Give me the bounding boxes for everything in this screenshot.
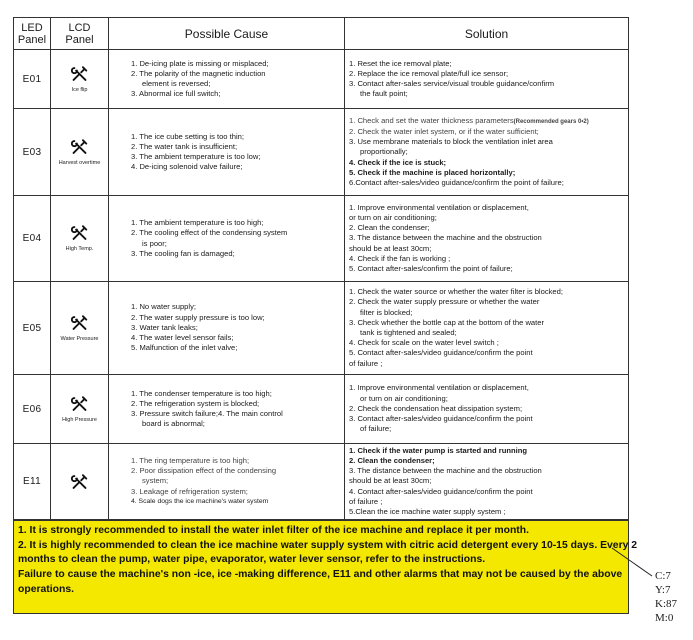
solution-item: or turn on air conditioning; — [360, 393, 448, 403]
solution-item: 4. Check if the ice is stuck; — [349, 157, 447, 167]
cmyk-c: C:7 — [655, 570, 671, 582]
solution-item: 3. The distance between the machine and the obstruction — [349, 466, 542, 476]
cause-item: 2. The polarity of the magnetic induction — [131, 68, 266, 78]
cause-item: 1. No water supply; — [131, 302, 196, 312]
cause-item: element is reversed; — [142, 79, 211, 88]
cmyk-m: M:0 — [655, 612, 674, 624]
note-line: 2. It is highly recommended to clean the ice machine water supply system with citric acid detergent every 10-15 days. Every 2 — [18, 539, 638, 551]
cmyk-k: K:87 — [655, 598, 677, 610]
solution-item: 4. Contact after-sales/video guidance/confirm the point — [349, 486, 533, 496]
solution-gear-note: (Recommended gears 0•2) — [513, 118, 589, 125]
solution-item: 5.Clean the ice machine water supply system ; — [349, 507, 506, 516]
cause-item: is poor; — [142, 238, 167, 248]
header-lcd-line2: Panel — [65, 33, 94, 46]
note-line: 1. It is strongly recommended to install the water inlet filter of the ice machine and replace it per month. — [18, 525, 529, 536]
cause-item: 3. The ambient temperature is too low; — [131, 152, 261, 161]
lcd-label: High Temp. — [65, 246, 94, 252]
cause-item: 2. The water supply pressure is too low; — [131, 312, 265, 322]
cause-item: 1. The ambient temperature is too high; — [131, 218, 264, 228]
cmyk-color-spec — [655, 569, 677, 625]
solution-item: 5. Check if the machine is placed horizontally; — [349, 167, 516, 177]
cause-item: 4. The water level sensor fails; — [131, 333, 234, 343]
solution-item: 1. Check the water source or whether the water filter is blocked; — [349, 287, 563, 297]
error-code: E06 — [14, 375, 51, 443]
cause-item: 3. Abnormal ice full switch; — [131, 89, 221, 99]
solution-item: 2. Replace the ice removal plate/full ice sensor; — [349, 68, 509, 78]
solution-item: 6.Contact after-sales/video guidance/confirm the point of failure; — [349, 178, 564, 187]
solution-item: of failure; — [360, 424, 392, 434]
error-code: E11 — [14, 444, 51, 519]
solution-item: 4. Check if the fan is working ; — [349, 253, 451, 263]
note-line: Failure to cause the machine's non -ice, ice -making difference, E11 and other alarms that may not be caused by the above — [18, 569, 623, 581]
solution-item: or turn on air conditioning; — [349, 212, 437, 222]
solution-item: filter is blocked; — [360, 307, 413, 317]
solution-item: 3. Contact after-sales service/visual trouble guidance/confirm — [349, 79, 555, 88]
solution-item: should be at least 30cm; — [349, 243, 432, 253]
header-possible-cause: Possible Cause — [109, 18, 345, 49]
cause-item: 4. De-icing solenoid valve failure; — [131, 162, 243, 172]
error-code: E01 — [14, 50, 51, 108]
lcd-label: Ice flip — [71, 86, 88, 93]
solution-item: tank is tightened and sealed; — [360, 328, 457, 337]
solution-item: should be at least 30cm; — [349, 476, 432, 486]
cause-item: 3. Leakage of refrigeration system; — [131, 486, 248, 496]
solution-item: 1. Check if the water pump is started and running — [349, 445, 528, 455]
solution-item: proportionally; — [360, 147, 408, 157]
cause-item: 2. The refrigeration system is blocked; — [131, 398, 260, 408]
header-solution: Solution — [464, 26, 509, 41]
cause-item: 2. Poor dissipation effect of the condensing — [131, 466, 277, 476]
cause-item: 3. The cooling fan is damaged; — [131, 248, 235, 258]
lcd-label: Water Pressure — [60, 335, 99, 342]
cause-item: system; — [142, 476, 169, 486]
solution-item: 2. Check the water inlet system, or if the water sufficient; — [349, 126, 539, 136]
solution-item: of failure ; — [349, 496, 383, 506]
lcd-label: Harvest overtime — [58, 159, 101, 166]
header-led-line2: Panel — [17, 33, 47, 46]
solution-item: 3. Use membrane materials to block the ventilation inlet area — [349, 137, 553, 147]
solution-item: 3. Contact after-sales/video guidance/confirm the point — [349, 414, 533, 424]
cause-item: 1. The ice cube setting is too thin; — [131, 131, 244, 141]
solution-item: 2. Clean the condenser; — [349, 455, 435, 465]
solution-item: 2. Check the water supply pressure or whether the water — [349, 297, 540, 307]
cause-item: 1. The condenser temperature is too high; — [131, 388, 272, 398]
header-lcd-line1: LCD — [68, 21, 91, 34]
solution-item: 1. Improve environmental ventilation or displacement, — [349, 202, 529, 212]
solution-item: the fault point; — [360, 89, 408, 99]
solution-item: 3. The distance between the machine and the obstruction — [349, 233, 542, 243]
solution-item: 2. Check the condensation heat dissipation system; — [349, 403, 523, 413]
solution-item: of failure ; — [349, 358, 383, 368]
solution-item: 2. Clean the condenser; — [349, 223, 430, 233]
cause-item: 2. The water tank is insufficient; — [131, 141, 238, 151]
header-led-line1: LED — [21, 21, 43, 34]
cause-item: 1. The ring temperature is too high; — [131, 455, 250, 465]
cmyk-y: Y:7 — [655, 584, 671, 596]
note-line: months to clean the pump, water pipe, evaporator, water lever sensor, refer to the instructions. — [18, 554, 486, 566]
solution-item: 5. Contact after-sales/video guidance/confirm the point — [349, 348, 533, 358]
lcd-label: High Pressure — [62, 416, 97, 423]
solution-item: 4. Check for scale on the water level switch ; — [349, 338, 499, 348]
solution-item: 1. Improve environmental ventilation or displacement, — [349, 383, 529, 393]
cause-item: 5. Malfunction of the inlet valve; — [131, 343, 238, 353]
error-code: E05 — [14, 282, 51, 374]
cause-item: 2. The cooling effect of the condensing system — [131, 228, 288, 238]
cause-item: 1. De-icing plate is missing or misplaced; — [131, 58, 269, 68]
cause-item: 3. Water tank leaks; — [131, 322, 198, 332]
solution-item: 1. Reset the ice removal plate; — [349, 58, 452, 68]
solution-item: 5. Contact after-sales/confirm the point of failure; — [349, 264, 513, 273]
error-code: E03 — [14, 109, 51, 195]
solution-text: 1. Check and set the water thickness parameters — [349, 115, 514, 125]
cause-item: 4. Scale dogs the ice machine's water system — [131, 497, 269, 505]
note-line: operations. — [18, 583, 75, 595]
cause-item: 3. Pressure switch failure;4. The main control — [131, 409, 283, 418]
cause-item: board is abnormal; — [142, 419, 205, 429]
error-code: E04 — [14, 196, 51, 281]
solution-item: 3. Check whether the bottle cap at the bottom of the water — [349, 317, 545, 327]
